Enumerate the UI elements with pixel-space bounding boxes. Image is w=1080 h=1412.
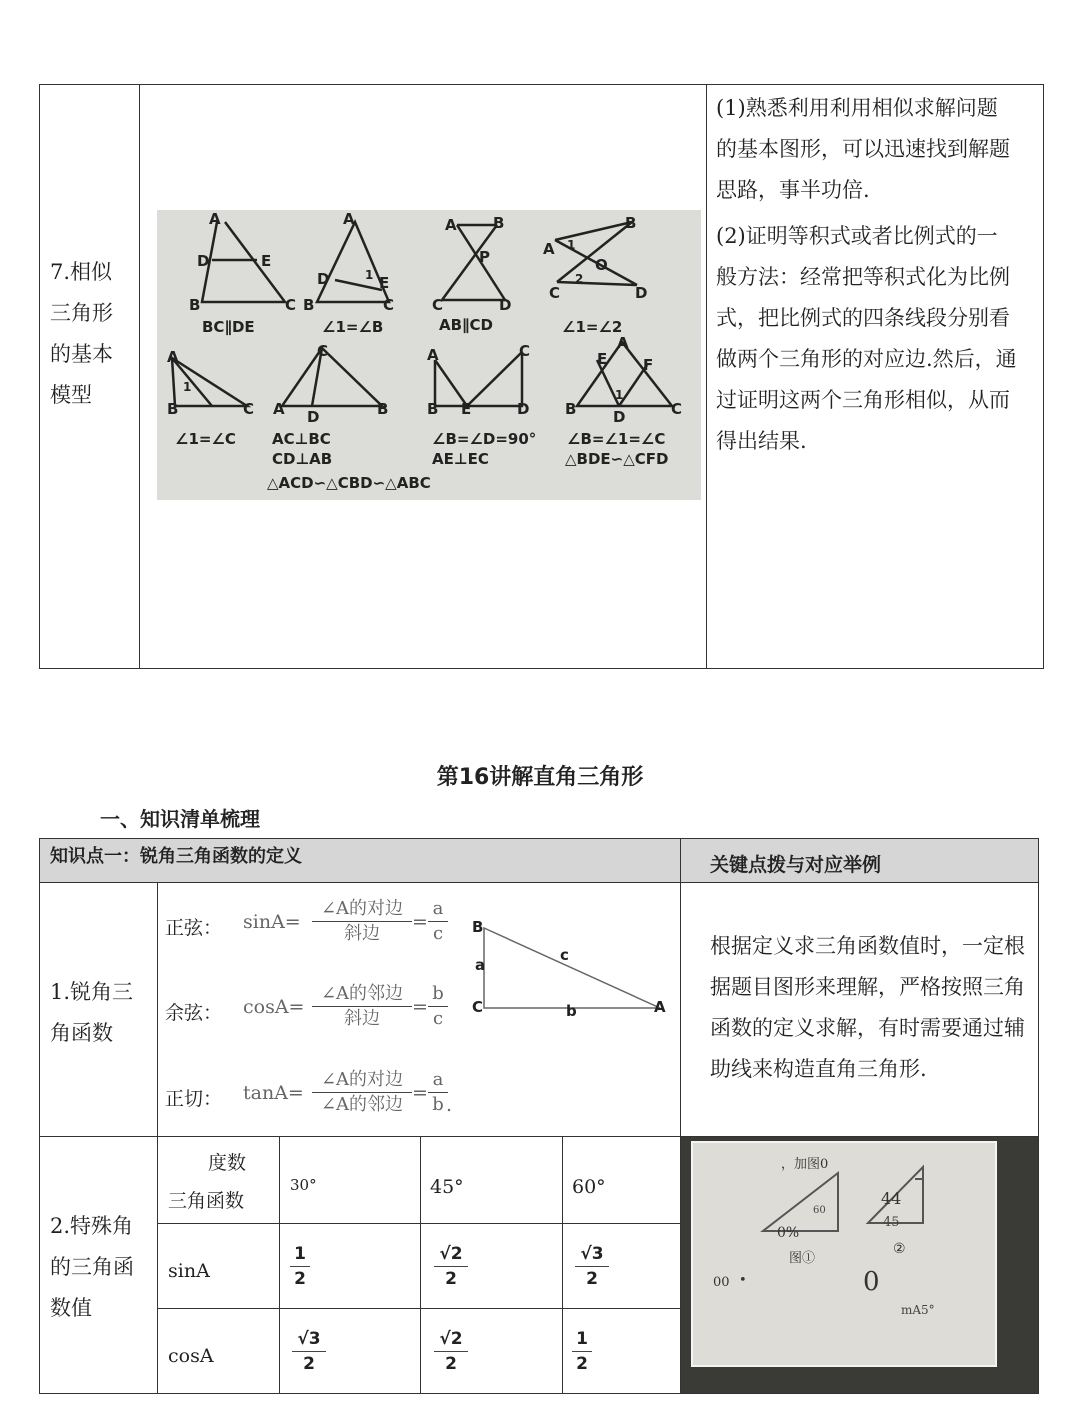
sin-30-value: 1 2 <box>290 1243 310 1290</box>
label-vertex: A <box>617 334 629 352</box>
cosine-func: cosA= <box>243 996 305 1018</box>
special-col-3 <box>562 1136 563 1394</box>
cos-45-value: √2 2 <box>434 1328 468 1375</box>
photo-triangles <box>693 1143 995 1365</box>
label-vertex: E <box>379 274 390 292</box>
svg-text:B: B <box>472 918 484 936</box>
label-vertex: D <box>613 408 626 426</box>
label-vertex: F <box>643 356 654 374</box>
angle-45: 45° <box>430 1176 464 1198</box>
special-col-2 <box>420 1136 421 1394</box>
photo-text: ，加图0 <box>781 1157 829 1172</box>
notes-paragraph-1: (1)熟悉利用利用相似求解问题 的基本图形，可以迅速找到解题 思路，事半功倍. <box>716 96 1010 202</box>
photo-text: mA5° <box>901 1303 935 1317</box>
label-vertex: D <box>499 296 512 314</box>
sine-name: 正弦： <box>165 917 223 939</box>
row-label-similar-models: 7.相似 三角形 的基本 模型 <box>50 260 113 407</box>
label-vertex: P <box>479 248 490 266</box>
label-vertex: O <box>595 256 608 274</box>
right-triangle-diagram <box>470 918 670 1020</box>
svg-text:A: A <box>654 998 666 1016</box>
label-vertex: D <box>517 400 530 418</box>
cos-row-label: cosA <box>168 1345 214 1367</box>
caption-bottom-2a: AC⊥BC <box>272 430 331 448</box>
special-row-2 <box>157 1308 680 1309</box>
label-vertex: B <box>167 400 179 418</box>
tangent-name: 正切： <box>165 1088 223 1110</box>
photo-text: ② <box>893 1241 906 1257</box>
cos-60-value: 1 2 <box>572 1328 592 1375</box>
label-vertex: A <box>427 346 439 364</box>
label-vertex: C <box>549 284 561 302</box>
label-vertex: A <box>343 210 355 228</box>
cosine-fraction: ∠A的邻边 斜边 <box>312 983 412 1030</box>
label-vertex: A <box>209 210 221 228</box>
header-knowledge-point: 知识点一：锐角三角函数的定义 <box>50 846 302 867</box>
label-vertex: C <box>243 400 255 418</box>
header-key-tips: 关键点拨与对应举例 <box>710 854 882 876</box>
tangent-ratio: a b <box>428 1069 448 1116</box>
svg-text:C: C <box>472 998 484 1016</box>
photo-text: 45 <box>883 1215 900 1230</box>
label-vertex: E <box>261 252 272 270</box>
photo-text: 00 <box>713 1275 730 1290</box>
notes-paragraph-2: (2)证明等积式或者比例式的一 般方法：经常把等积式化为比例 式，把比例式的四条线段分别看 做两个三角形的对应边.然后，通 过证明这两个三角形相似，从而 得出结果. <box>716 224 1017 453</box>
sin-60-value: √3 2 <box>575 1243 609 1290</box>
label-vertex: D <box>197 252 210 270</box>
caption-bottom-2b: CD⊥AB <box>272 450 333 468</box>
special-angles-photo <box>681 1137 1038 1393</box>
table2-header-line <box>39 882 1039 883</box>
lecture-title: 第16讲解直角三角形 <box>436 765 644 790</box>
label-vertex: D <box>317 270 330 288</box>
label-vertex: B <box>625 214 637 232</box>
svg-text:b: b <box>566 1002 577 1020</box>
label-vertex: C <box>317 342 329 360</box>
label-vertex: D <box>307 408 320 426</box>
label-vertex: B <box>493 214 505 232</box>
label-vertex: B <box>189 296 201 314</box>
caption-bottom-3a: ∠B=∠D=90° <box>432 430 537 448</box>
photo-text: • <box>739 1273 747 1288</box>
section-heading: 一、知识清单梳理 <box>100 807 260 831</box>
row1-tip-text: 根据定义求三角函数值时，一定根 据题目图形来理解，严格按照三角 函数的定义求解，有时需要通过辅 助线来构造直角三角形. <box>710 934 1025 1081</box>
sine-equals: = <box>412 911 428 933</box>
label-vertex: A <box>167 348 179 366</box>
caption-bottom-3b: AE⊥EC <box>432 450 489 468</box>
label-vertex: C <box>432 296 444 314</box>
caption-top-1: BC∥DE <box>202 318 255 336</box>
label-angle: 1 <box>567 238 576 252</box>
label-vertex: A <box>273 400 285 418</box>
cosine-ratio: b c <box>428 983 448 1030</box>
row-label-acute-trig: 1.锐角三 角函数 <box>50 980 134 1045</box>
label-vertex: C <box>671 400 683 418</box>
label-vertex: B <box>565 400 577 418</box>
tangent-fraction: ∠A的对边 ∠A的邻边 <box>312 1069 412 1116</box>
photo-paper <box>691 1141 997 1367</box>
cos-30-value: √3 2 <box>292 1328 326 1375</box>
row-label-special-angles: 2.特殊角 的三角函 数值 <box>50 1214 134 1320</box>
angle-60: 60° <box>572 1176 606 1198</box>
caption-bottom-4b: △BDE∽△CFD <box>565 450 669 468</box>
sine-func: sinA= <box>243 911 301 933</box>
photo-text: 60 <box>813 1205 826 1216</box>
label-angle: 1 <box>365 268 374 282</box>
header-degree: 度数 <box>208 1152 247 1174</box>
table2-divider-left <box>157 882 158 1394</box>
label-vertex: C <box>285 296 297 314</box>
label-vertex: C <box>519 342 531 360</box>
sine-ratio: a c <box>428 898 448 945</box>
caption-top-4: ∠1=∠2 <box>562 318 623 336</box>
label-vertex: B <box>427 400 439 418</box>
label-angle: 1 <box>183 380 192 394</box>
label-vertex: A <box>543 240 555 258</box>
sin-row-label: sinA <box>168 1260 210 1282</box>
photo-text: 44 <box>881 1189 902 1208</box>
caption-top-2: ∠1=∠B <box>322 318 384 336</box>
tangent-equals: = <box>412 1082 428 1104</box>
cosine-equals: = <box>412 996 428 1018</box>
table1-divider-2 <box>706 84 707 669</box>
cosine-name: 余弦： <box>165 1002 223 1024</box>
label-vertex: A <box>445 216 457 234</box>
svg-text:c: c <box>560 946 569 964</box>
label-angle: 2 <box>575 272 584 286</box>
label-vertex: E <box>461 400 472 418</box>
label-vertex: E <box>597 350 608 368</box>
label-vertex: B <box>303 296 315 314</box>
tangent-tail: . <box>446 1094 453 1116</box>
label-angle: 1 <box>615 388 624 402</box>
caption-bottom-1: ∠1=∠C <box>175 430 236 448</box>
photo-text: 图① <box>789 1251 816 1266</box>
header-trig-func: 三角函数 <box>168 1190 245 1212</box>
tangent-func: tanA= <box>243 1082 304 1104</box>
caption-top-3: AB∥CD <box>439 316 494 334</box>
angle-30: 30° <box>290 1176 317 1194</box>
sin-45-value: √2 2 <box>434 1243 468 1290</box>
table1-divider-1 <box>139 84 140 669</box>
special-row-1 <box>157 1223 680 1224</box>
svg-text:a: a <box>475 956 486 974</box>
special-col-1 <box>279 1136 280 1394</box>
caption-bottom-2c: △ACD∽△CBD∽△ABC <box>267 474 431 492</box>
similar-models-photo <box>157 210 701 500</box>
label-vertex: C <box>383 296 395 314</box>
photo-text: 0% <box>777 1225 800 1241</box>
label-vertex: B <box>377 400 389 418</box>
caption-bottom-4a: ∠B=∠1=∠C <box>567 430 666 448</box>
label-vertex: D <box>635 284 648 302</box>
sine-fraction: ∠A的对边 斜边 <box>312 898 412 945</box>
photo-text: 0 <box>863 1267 880 1297</box>
